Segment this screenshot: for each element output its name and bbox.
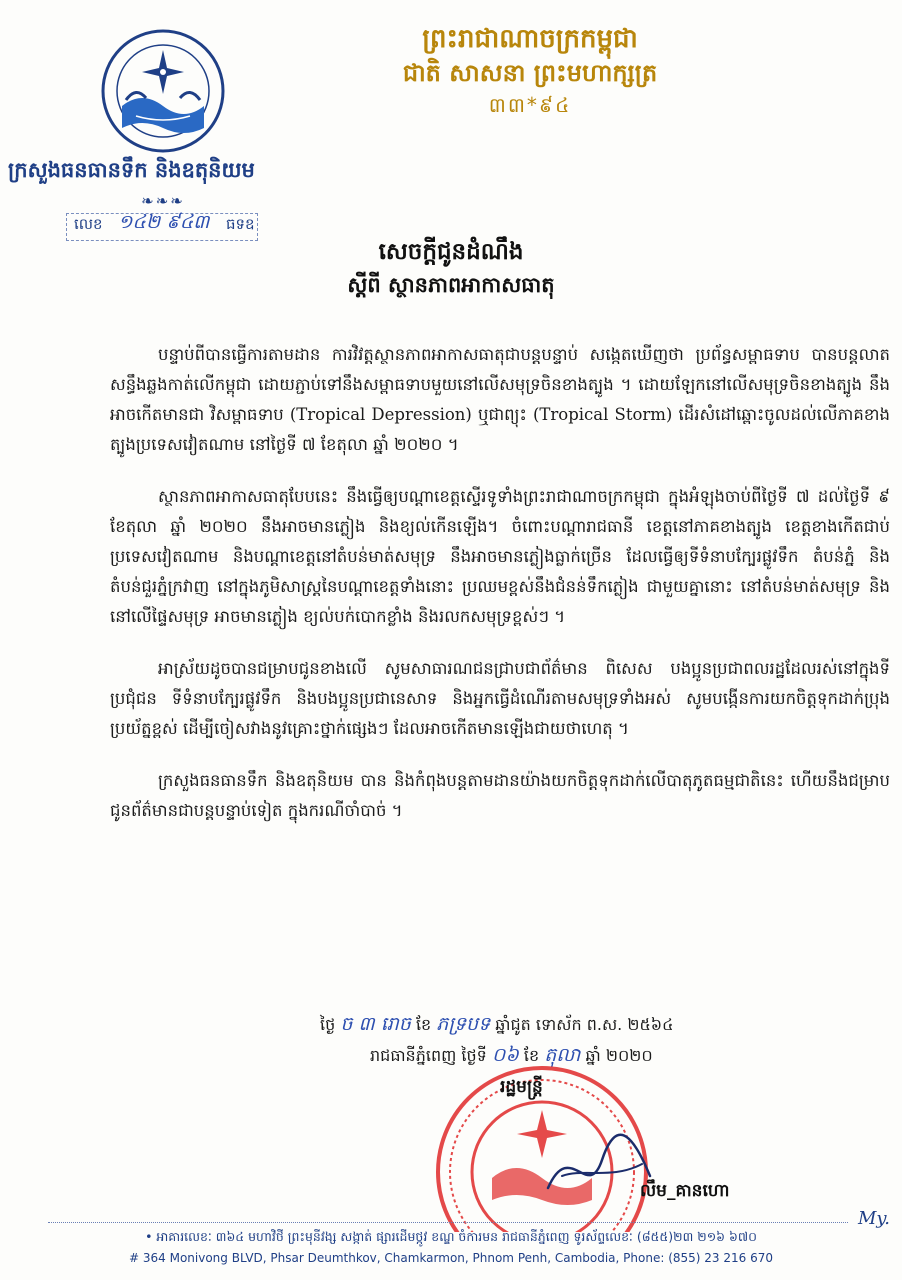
notice-body — [110, 340, 890, 848]
lunar-month-handwritten: ភទ្របទ — [436, 1013, 491, 1035]
solar-month-handwritten: តុលា — [544, 1044, 581, 1066]
lunar-date-rest: ឆ្នាំជូត ទោស័ក ព.ស. ២៥៦៤ — [495, 1015, 674, 1034]
paragraph: បន្ទាប់ពីបានធ្វើការតាមដាន ការវិវត្តស្ថានភាពអាកាសធាតុជាបន្តបន្ទាប់ សង្កេតឃើញថា ប្រព័ន្ធសម្ពាធទាប បានបន្តលាតសន្ធឹងឆ្លងកាត់លើកម្ពុជា ដោយភ្ជាប់ទៅនឹងសម្ពាធទាបមួយនៅលើសមុទ្រចិនខាងត្បូង ។ ដោយឡែកនៅលើសមុទ្រចិនខាងត្បូង នឹងអាចកើតមានជា វិសម្ពាធទាប (Tropical Depression) ឬជាព្យុះ (Tropical Storm) ដើរសំដៅឆ្ពោះចូលដល់លើភាគខាងត្បូងប្រទេសវៀតណាម នៅថ្ងៃទី ៧ ខែតុលា ឆ្នាំ ២០២០ ។ — [110, 345, 890, 454]
solar-day-handwritten: ០៦ — [491, 1044, 519, 1066]
lunar-month-label: ខែ — [415, 1015, 432, 1034]
footer-divider — [48, 1222, 848, 1223]
motto-ornament: ៣៣*៩៤ — [488, 93, 572, 117]
paragraph: អាស្រ័យដូចបានជម្រាបជូនខាងលើ សូមសាធារណជនជ្រាបជាព័ត៌មាន ពិសេស បងប្អូនប្រជាពលរដ្ឋដែលរស់នៅក្នុងទីប្រជុំជន ទីទំនាបក្បែរផ្លូវទឹក និងបងប្អូនប្រជានេសាទ និងអ្នកធ្វើដំណើរតាមសមុទ្រទាំងអស់ សូមបង្កើនការយកចិត្តទុកដាក់ប្រុងប្រយ័ត្នខ្ពស់ ដើម្បីចៀសវាងនូវគ្រោះថ្នាក់ផ្សេងៗ ដែលអាចកើតមានឡើងជាយថាហេតុ ។ — [110, 659, 890, 738]
lunar-day-handwritten: ច ៣ រោច — [340, 1013, 411, 1035]
minister-name: លឹម_គានហោ — [640, 1181, 730, 1201]
notice-subtitle: ស្តីពី ស្ថានភាពអាកាសធាតុ — [347, 273, 555, 297]
footer-address-english: # 364 Monivong BLVD, Phsar Deumthkov, Chamkarmon, Phnom Penh, Cambodia, Phone: (855) 23 216 670 — [129, 1251, 773, 1265]
national-motto: ជាតិ សាសនា ព្រះមហាក្សត្រ — [402, 59, 658, 87]
kingdom-heading: ព្រះរាជាណាចក្រកម្ពុជា — [422, 24, 638, 54]
solar-month-label: ខែ — [523, 1046, 540, 1065]
solar-date-prefix: រាជធានីភ្នំពេញ ថ្ងៃទី — [370, 1046, 487, 1065]
ministry-name: ក្រសួងធនធានទឹក និងឧតុនិយម — [8, 158, 255, 182]
lunar-date — [320, 1012, 870, 1040]
footer-address-khmer: • អាគារលេខៈ ៣៦៤ មហាវិថី ព្រះមុនីវង្ស សង្កាត់ ផ្សារដើមថ្កូវ ខណ្ឌ ចំការមន រាជធានីភ្នំពេញ ទូរស័ព្ទលេខៈ (៨៥៥)២៣ ២១៦ ៦៧០ — [145, 1229, 757, 1244]
reference-number: ១៤២ ៩៤៣ — [118, 211, 210, 233]
paragraph: ក្រសួងធនធានទឹក និងឧតុនិយម បាន និងកំពុងបន្តតាមដានយ៉ាងយកចិត្តទុកដាក់លើបាតុភូតធម្មជាតិនេះ ហើយនឹងជម្រាបជូនព័ត៌មានជាបន្តបន្ទាប់ទៀត ក្នុងករណីចាំបាច់ ។ — [110, 771, 890, 820]
footer-initials: My. — [858, 1208, 890, 1229]
lunar-date-prefix: ថ្ងៃ — [320, 1015, 336, 1034]
ministry-logo — [100, 28, 226, 154]
minister-title: រដ្ឋមន្ត្រី — [500, 1077, 543, 1097]
notice-title: សេចក្តីជូនដំណឹង — [378, 239, 524, 265]
reference-label: លេខ — [74, 215, 103, 233]
reference-suffix: ធទឧ — [226, 215, 255, 233]
solar-year: ឆ្នាំ ២០២០ — [585, 1046, 653, 1065]
paragraph: ស្ថានភាពអាកាសធាតុបែបនេះ នឹងធ្វើឲ្យបណ្តាខេត្តស្ទើរទូទាំងព្រះរាជាណាចក្រកម្ពុជា ក្នុងអំឡុងចាប់ពីថ្ងៃទី ៧ ដល់ថ្ងៃទី ៩ ខែតុលា ឆ្នាំ ២០២០ នឹងអាចមានភ្លៀង និងខ្យល់កើនឡើង។ ចំពោះបណ្តារាជធានី ខេត្តនៅភាគខាងត្បូង ខេត្តខាងកើតជាប់ប្រទេសវៀតណាម និងបណ្តាខេត្តនៅតំបន់មាត់សមុទ្រ នឹងអាចមានភ្លៀងធ្លាក់ច្រើន ដែលធ្វើឲ្យទីទំនាបក្បែរផ្លូវទឹក តំបន់ភ្នំ និងតំបន់ជួរភ្នំក្រវាញ នៅក្នុងភូមិសាស្ត្រនៃបណ្តាខេត្តទាំងនោះ ប្រឈមខ្ពស់នឹងជំនន់ទឹកភ្លៀង ជាមួយគ្នានោះ នៅតំបន់មាត់សមុទ្រ និងនៅលើផ្ទៃសមុទ្រ អាចមានភ្លៀង ខ្យល់បក់បោកខ្លាំង និងរលកសមុទ្រខ្ពស់ៗ ។ — [110, 487, 890, 626]
ornament-small: ❧❧❧ — [141, 192, 185, 210]
